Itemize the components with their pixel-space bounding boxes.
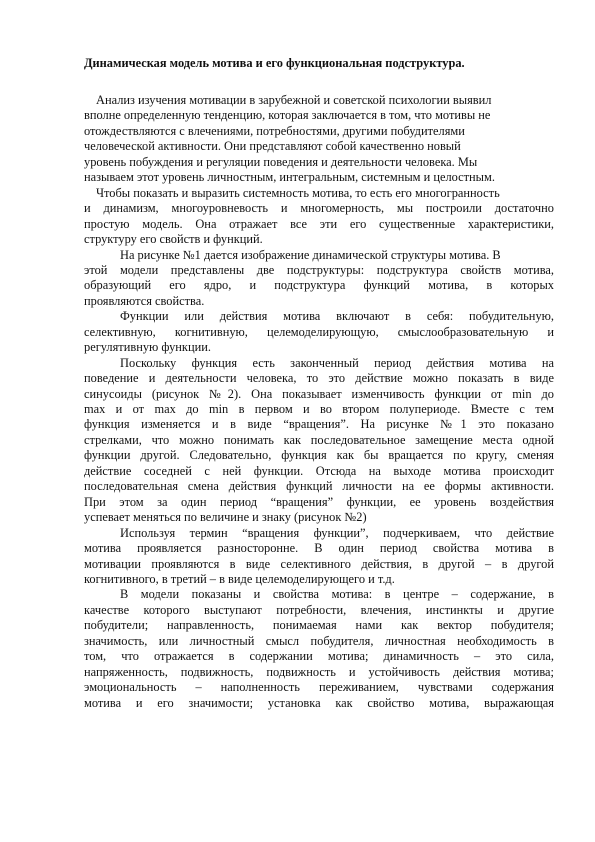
body-line: значимость, или личностный смысл побудителя, личностная необходимость в bbox=[84, 633, 554, 648]
body-line: синусоиды (рисунок №2). Она показывает изменчивость функции от min до bbox=[84, 386, 554, 401]
body-line: структуру его свойств и функций. bbox=[84, 232, 263, 247]
body-line: функция изменяется и в виде “вращения”. На рисунке №1 это показано bbox=[84, 417, 554, 432]
body-line: регулятивную функции. bbox=[84, 340, 211, 355]
body-line: вполне определенную тенденцию, которая заключается в том, что мотивы не bbox=[84, 108, 491, 123]
body-line: Функции или действия мотива включают в себя: побудительную, bbox=[120, 309, 554, 324]
body-line: селективную, когнитивную, целемоделирующую, смыслообразовательную и bbox=[84, 324, 554, 339]
body-line: простую модель. Она отражает все эти его существенные характеристики, bbox=[84, 216, 554, 231]
body-line: На рисунке №1 дается изображение динамической структуры мотива. В bbox=[120, 247, 501, 262]
body-line: max и от max до min в первом и во втором полупериоде. Вместе с тем bbox=[84, 402, 554, 416]
body-line: называем этот уровень личностным, интегральным, системным и целостным. bbox=[84, 170, 495, 185]
body-line: Чтобы показать и выразить системность мотива, то есть его многогранность bbox=[96, 185, 500, 200]
body-line: уровень побуждения и регуляции поведения и деятельности человека. Мы bbox=[84, 154, 478, 169]
body-line: успевает меняться по величине и знаку (рисунок №2) bbox=[84, 510, 367, 525]
body-line: человеческой активности. Они представляют собой качественно новый bbox=[84, 139, 461, 154]
body-line: Используя термин “вращения функции”, подчеркиваем, что действие bbox=[120, 525, 554, 540]
body-line: мотива проявляется разносторонне. В один период свойства мотива в bbox=[84, 541, 554, 556]
body-line: отождествляются с влечениями, потребностями, другими побудителями bbox=[84, 123, 465, 138]
body-line: поведение и деятельности человека, то это действие можно показать в виде bbox=[84, 371, 554, 386]
body-line: образующий его ядро, и подструктура функций мотива, в которых bbox=[84, 278, 554, 293]
body-line: мотивации проявляются в виде селективного действия, в другой – в другой bbox=[84, 556, 554, 571]
body-line: напряженность, подвижность, подвижность и устойчивость действия мотива; bbox=[84, 664, 554, 679]
body-line: Анализ изучения мотивации в зарубежной и советской психологии выявил bbox=[96, 93, 492, 107]
body-line: последовательная смена действия функций личности на ее формы активности. bbox=[84, 479, 554, 494]
body-line: этой модели представлены две подструктуры: подструктура свойств мотива, bbox=[84, 262, 554, 277]
body-line: действие соседней с ней функции. Отсюда на выходе мотива происходит bbox=[84, 463, 554, 478]
body-line: Поскольку функция есть законченный период действия мотива на bbox=[120, 355, 554, 370]
body-line: эмоциональность – наполненность переживанием, чувствами содержания bbox=[84, 680, 554, 695]
body-line: том, что отражается в содержании мотива; динамичность – это сила, bbox=[84, 649, 554, 664]
document-title: Динамическая модель мотива и его функциональная подструктура. bbox=[84, 56, 465, 70]
body-line: проявляются свойства. bbox=[84, 293, 205, 308]
body-line: когнитивного, в третий – в виде целемоделирующего и т.д. bbox=[84, 571, 395, 586]
body-line: При этом за один период “вращения” функции, ее уровень воздействия bbox=[84, 494, 554, 509]
body-line: функции другой. Следовательно, функция как бы вращается по кругу, сменяя bbox=[84, 448, 554, 463]
body-line: мотива и его значимости; установка как свойство мотива, выражающая bbox=[84, 695, 554, 710]
body-line: В модели показаны и свойства мотива: в центре – содержание, в bbox=[120, 587, 554, 602]
body-line: побудители; направленность, понимаемая нами как вектор побудителя; bbox=[84, 618, 554, 633]
body-line: и динамизм, многоуровневость и многомерность, мы построили достаточно bbox=[84, 201, 554, 216]
body-line: качестве которого выступают потребности, влечения, инстинкты и другие bbox=[84, 602, 554, 617]
body-line: стрелками, что можно понимать как последовательное замещение места одной bbox=[84, 432, 554, 447]
